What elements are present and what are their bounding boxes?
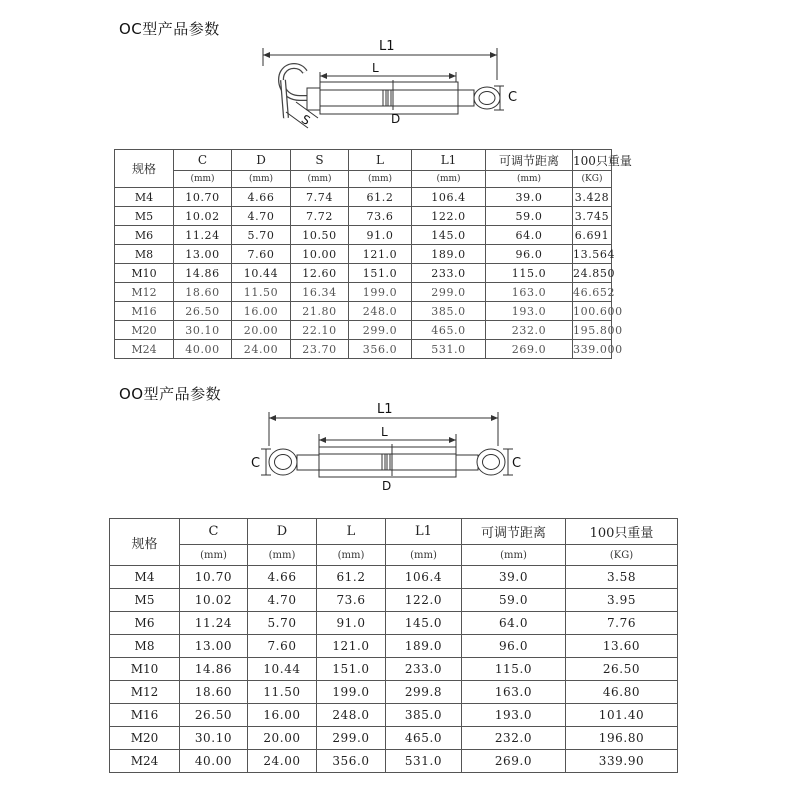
value-cell: 30.10 [180, 727, 248, 750]
value-cell: 64.0 [486, 226, 573, 245]
value-cell: 59.0 [462, 589, 566, 612]
table-row [110, 566, 678, 589]
value-cell: 13.00 [174, 245, 232, 264]
value-cell: 195.800 [573, 321, 612, 340]
value-cell: 46.652 [573, 283, 612, 302]
size-cell: M20 [110, 727, 180, 750]
size-cell: M5 [110, 589, 180, 612]
table-row [110, 658, 678, 681]
oc-unit-d: (mm) [232, 171, 291, 188]
table-row [115, 302, 612, 321]
value-cell: 20.00 [232, 321, 291, 340]
value-cell: 10.50 [291, 226, 349, 245]
oo-header-spec: 规格 [110, 519, 180, 566]
oo-header-weight: 100只重量 [566, 519, 678, 545]
value-cell: 39.0 [486, 188, 573, 207]
oc-label-s: S [299, 111, 313, 128]
oo-unit-d: (mm) [248, 545, 317, 566]
value-cell: 106.4 [412, 188, 486, 207]
size-cell: M24 [115, 340, 174, 359]
value-cell: 269.0 [462, 750, 566, 773]
value-cell: 73.6 [349, 207, 412, 226]
value-cell: 101.40 [566, 704, 678, 727]
oo-header-c: C [180, 519, 248, 545]
value-cell: 12.60 [291, 264, 349, 283]
value-cell: 232.0 [462, 727, 566, 750]
oo-header-d: D [248, 519, 317, 545]
value-cell: 59.0 [486, 207, 573, 226]
value-cell: 10.44 [232, 264, 291, 283]
value-cell: 4.66 [248, 566, 317, 589]
value-cell: 531.0 [412, 340, 486, 359]
oc-label-d: D [391, 112, 401, 126]
value-cell: 13.00 [180, 635, 248, 658]
value-cell: 11.24 [174, 226, 232, 245]
oc-header-s: S [291, 150, 349, 171]
value-cell: 10.70 [180, 566, 248, 589]
value-cell: 122.0 [412, 207, 486, 226]
oo-header-l1: L1 [386, 519, 462, 545]
oo-turnbuckle-diagram [245, 402, 535, 497]
value-cell: 40.00 [174, 340, 232, 359]
value-cell: 299.0 [349, 321, 412, 340]
value-cell: 115.0 [462, 658, 566, 681]
value-cell: 151.0 [349, 264, 412, 283]
value-cell: 10.02 [180, 589, 248, 612]
oc-unit-c: (mm) [174, 171, 232, 188]
value-cell: 7.72 [291, 207, 349, 226]
size-cell: M4 [110, 566, 180, 589]
oc-unit-s: (mm) [291, 171, 349, 188]
oo-header-l: L [317, 519, 386, 545]
size-cell: M10 [115, 264, 174, 283]
size-cell: M12 [115, 283, 174, 302]
value-cell: 248.0 [317, 704, 386, 727]
value-cell: 18.60 [174, 283, 232, 302]
value-cell: 189.0 [386, 635, 462, 658]
value-cell: 16.00 [248, 704, 317, 727]
value-cell: 46.80 [566, 681, 678, 704]
value-cell: 18.60 [180, 681, 248, 704]
size-cell: M24 [110, 750, 180, 773]
table-row [115, 340, 612, 359]
table-row [115, 188, 612, 207]
oo-spec-table [109, 518, 678, 773]
value-cell: 531.0 [386, 750, 462, 773]
size-cell: M10 [110, 658, 180, 681]
oo-unit-l: (mm) [317, 545, 386, 566]
value-cell: 10.02 [174, 207, 232, 226]
value-cell: 24.850 [573, 264, 612, 283]
value-cell: 20.00 [248, 727, 317, 750]
value-cell: 465.0 [386, 727, 462, 750]
value-cell: 40.00 [180, 750, 248, 773]
value-cell: 11.50 [248, 681, 317, 704]
value-cell: 121.0 [349, 245, 412, 264]
value-cell: 91.0 [317, 612, 386, 635]
value-cell: 145.0 [386, 612, 462, 635]
value-cell: 145.0 [412, 226, 486, 245]
value-cell: 299.8 [386, 681, 462, 704]
value-cell: 7.74 [291, 188, 349, 207]
oo-label-l: L [381, 425, 388, 439]
value-cell: 196.80 [566, 727, 678, 750]
value-cell: 61.2 [317, 566, 386, 589]
value-cell: 3.428 [573, 188, 612, 207]
oo-unit-c: (mm) [180, 545, 248, 566]
oc-spec-table [114, 149, 632, 359]
table-row [115, 207, 612, 226]
oc-section-title: OC型产品参数 [119, 20, 220, 38]
oc-header-spec: 规格 [115, 150, 174, 188]
value-cell: 248.0 [349, 302, 412, 321]
value-cell: 26.50 [566, 658, 678, 681]
value-cell: 13.60 [566, 635, 678, 658]
table-row [110, 635, 678, 658]
oo-label-d: D [382, 479, 392, 493]
oo-unit-l1: (mm) [386, 545, 462, 566]
value-cell: 199.0 [317, 681, 386, 704]
table-row [115, 245, 612, 264]
oc-header-l: L [349, 150, 412, 171]
table-row [110, 727, 678, 750]
size-cell: M16 [115, 302, 174, 321]
oc-header-adjust: 可调节距离 [486, 150, 573, 171]
value-cell: 10.70 [174, 188, 232, 207]
value-cell: 26.50 [174, 302, 232, 321]
value-cell: 3.58 [566, 566, 678, 589]
value-cell: 193.0 [462, 704, 566, 727]
value-cell: 232.0 [486, 321, 573, 340]
value-cell: 10.00 [291, 245, 349, 264]
size-cell: M4 [115, 188, 174, 207]
value-cell: 16.34 [291, 283, 349, 302]
value-cell: 4.70 [248, 589, 317, 612]
size-cell: M8 [115, 245, 174, 264]
value-cell: 23.70 [291, 340, 349, 359]
value-cell: 233.0 [412, 264, 486, 283]
table-row [110, 750, 678, 773]
oc-header-l1: L1 [412, 150, 486, 171]
value-cell: 121.0 [317, 635, 386, 658]
size-cell: M6 [115, 226, 174, 245]
oo-unit-weight: (KG) [566, 545, 678, 566]
size-cell: M20 [115, 321, 174, 340]
table-row [110, 589, 678, 612]
value-cell: 4.70 [232, 207, 291, 226]
oo-unit-adjust: (mm) [462, 545, 566, 566]
value-cell: 115.0 [486, 264, 573, 283]
value-cell: 163.0 [486, 283, 573, 302]
value-cell: 385.0 [386, 704, 462, 727]
value-cell: 61.2 [349, 188, 412, 207]
oc-unit-weight: (KG) [573, 171, 612, 188]
value-cell: 24.00 [232, 340, 291, 359]
oc-unit-l: (mm) [349, 171, 412, 188]
value-cell: 39.0 [462, 566, 566, 589]
table-row [115, 264, 612, 283]
oc-unit-adjust: (mm) [486, 171, 573, 188]
oo-label-c-left: C [251, 456, 261, 471]
value-cell: 73.6 [317, 589, 386, 612]
oc-label-l1: L1 [379, 39, 395, 54]
oc-header-c: C [174, 150, 232, 171]
oc-turnbuckle-diagram [262, 38, 532, 138]
value-cell: 7.60 [232, 245, 291, 264]
value-cell: 26.50 [180, 704, 248, 727]
value-cell: 269.0 [486, 340, 573, 359]
value-cell: 100.600 [573, 302, 612, 321]
value-cell: 4.66 [232, 188, 291, 207]
value-cell: 91.0 [349, 226, 412, 245]
value-cell: 122.0 [386, 589, 462, 612]
value-cell: 24.00 [248, 750, 317, 773]
value-cell: 299.0 [317, 727, 386, 750]
value-cell: 96.0 [462, 635, 566, 658]
oc-label-c: C [508, 90, 518, 105]
value-cell: 339.000 [573, 340, 612, 359]
value-cell: 64.0 [462, 612, 566, 635]
value-cell: 233.0 [386, 658, 462, 681]
value-cell: 22.10 [291, 321, 349, 340]
value-cell: 96.0 [486, 245, 573, 264]
value-cell: 7.76 [566, 612, 678, 635]
table-row [115, 321, 612, 340]
table-row [110, 681, 678, 704]
value-cell: 3.95 [566, 589, 678, 612]
value-cell: 151.0 [317, 658, 386, 681]
value-cell: 356.0 [349, 340, 412, 359]
value-cell: 106.4 [386, 566, 462, 589]
table-row [110, 704, 678, 727]
size-cell: M6 [110, 612, 180, 635]
value-cell: 13.564 [573, 245, 612, 264]
value-cell: 10.44 [248, 658, 317, 681]
value-cell: 6.691 [573, 226, 612, 245]
value-cell: 356.0 [317, 750, 386, 773]
value-cell: 16.00 [232, 302, 291, 321]
value-cell: 14.86 [180, 658, 248, 681]
value-cell: 7.60 [248, 635, 317, 658]
value-cell: 199.0 [349, 283, 412, 302]
oc-header-d: D [232, 150, 291, 171]
value-cell: 385.0 [412, 302, 486, 321]
size-cell: M8 [110, 635, 180, 658]
oc-header-weight: 100只重量 [573, 150, 612, 171]
size-cell: M16 [110, 704, 180, 727]
oc-label-l: L [372, 61, 379, 75]
value-cell: 5.70 [248, 612, 317, 635]
value-cell: 3.745 [573, 207, 612, 226]
oc-unit-l1: (mm) [412, 171, 486, 188]
table-row [110, 612, 678, 635]
value-cell: 5.70 [232, 226, 291, 245]
value-cell: 299.0 [412, 283, 486, 302]
table-row [115, 283, 612, 302]
table-row [115, 226, 612, 245]
value-cell: 14.86 [174, 264, 232, 283]
value-cell: 193.0 [486, 302, 573, 321]
value-cell: 339.90 [566, 750, 678, 773]
value-cell: 465.0 [412, 321, 486, 340]
oo-label-l1: L1 [377, 402, 393, 417]
value-cell: 189.0 [412, 245, 486, 264]
value-cell: 21.80 [291, 302, 349, 321]
value-cell: 163.0 [462, 681, 566, 704]
value-cell: 11.50 [232, 283, 291, 302]
value-cell: 11.24 [180, 612, 248, 635]
oo-section-title: OO型产品参数 [119, 385, 222, 403]
size-cell: M12 [110, 681, 180, 704]
oo-label-c-right: C [512, 456, 522, 471]
value-cell: 30.10 [174, 321, 232, 340]
size-cell: M5 [115, 207, 174, 226]
oo-header-adjust: 可调节距离 [462, 519, 566, 545]
